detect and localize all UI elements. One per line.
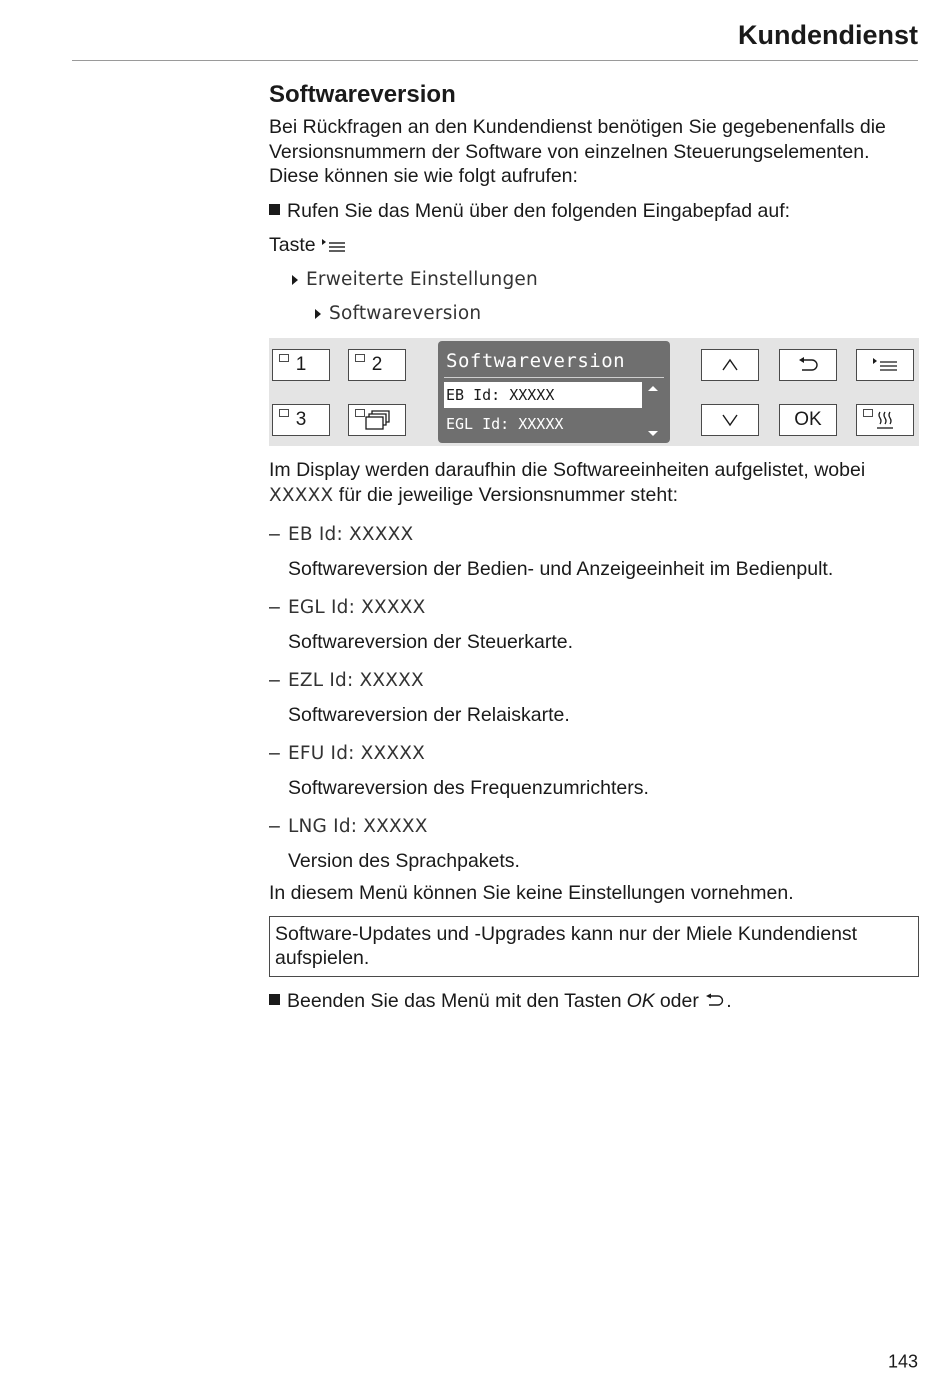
version-description: Softwareversion der Relaiskarte. xyxy=(288,703,570,726)
control-panel-illustration xyxy=(269,338,919,446)
menu-path-level-1 xyxy=(269,268,919,293)
down-key[interactable] xyxy=(701,404,759,436)
final-step-middle: oder xyxy=(659,989,699,1012)
final-step-text xyxy=(287,989,732,1014)
version-id: EGL Id: XXXXX xyxy=(288,597,426,618)
version-list xyxy=(269,522,919,873)
header-title: Kundendienst xyxy=(738,20,918,50)
final-step-before: Beenden Sie das Menü mit den Tasten xyxy=(287,989,622,1012)
version-id: LNG Id: XXXXX xyxy=(288,816,428,837)
led-indicator xyxy=(355,354,365,362)
lcd-title: Softwareversion xyxy=(446,350,626,372)
versions-content xyxy=(269,458,919,1013)
arrow-right-icon xyxy=(292,275,298,285)
version-id: EB Id: XXXXX xyxy=(288,524,414,545)
key-1[interactable] xyxy=(272,349,330,381)
key-label: 3 xyxy=(295,409,307,430)
placeholder-code: XXXXX xyxy=(269,484,334,506)
led-indicator xyxy=(355,409,365,417)
bullet-square-icon xyxy=(269,994,280,1005)
lcd-scrollbar xyxy=(646,382,660,438)
lcd-divider xyxy=(444,377,664,378)
version-description: Version des Sprachpakets. xyxy=(288,849,520,872)
programs-key[interactable] xyxy=(348,404,406,436)
list-item: – EGL Id: XXXXX Softwareversion der Steuerkarte. xyxy=(269,595,919,654)
step-bullet xyxy=(269,199,919,224)
steam-key[interactable] xyxy=(856,404,914,436)
menu-path-item: Erweiterte Einstellungen xyxy=(306,268,538,290)
back-arrow-icon xyxy=(704,993,726,1009)
key-label: 1 xyxy=(295,354,307,375)
no-settings-text: In diesem Menü können Sie keine Einstellungen vornehmen. xyxy=(269,882,794,904)
led-indicator xyxy=(279,354,289,362)
back-key[interactable] xyxy=(779,349,837,381)
version-description: Softwareversion der Steuerkarte. xyxy=(288,630,574,653)
programs-icon xyxy=(363,410,391,430)
list-item: – EFU Id: XXXXX Softwareversion des Frequenzumrichters. xyxy=(269,741,919,800)
version-id: EFU Id: XXXXX xyxy=(288,743,426,764)
menu-path-item: Softwareversion xyxy=(329,303,482,324)
scroll-down-icon xyxy=(648,431,658,436)
steam-icon xyxy=(875,410,895,430)
page-number: 143 xyxy=(887,1351,918,1372)
ok-key[interactable] xyxy=(779,404,837,436)
key-label: 2 xyxy=(371,354,383,375)
back-arrow-icon xyxy=(796,356,820,374)
key-3[interactable] xyxy=(272,404,330,436)
taste-line xyxy=(269,233,919,258)
version-description: Softwareversion der Bedien- und Anzeigeeinheit im Bedienpult. xyxy=(288,557,834,580)
lcd-row-selected: EB Id: XXXXX xyxy=(444,382,642,408)
led-indicator xyxy=(863,409,873,417)
note-box xyxy=(269,916,919,977)
lcd-row: EGL Id: XXXXX xyxy=(446,415,564,433)
arrow-right-icon xyxy=(315,309,321,319)
list-item: – EZL Id: XXXXX Softwareversion der Relaiskarte. xyxy=(269,668,919,727)
bullet-square-icon xyxy=(269,204,280,215)
display-explanation xyxy=(269,458,919,508)
menu-icon xyxy=(321,236,347,254)
scroll-up-icon xyxy=(648,386,658,391)
menu-path-level-2 xyxy=(269,302,919,327)
menu-icon xyxy=(871,356,899,374)
list-item: – EB Id: XXXXX Softwareversion der Bedien- und Anzeigeeinheit im Bedienpult. xyxy=(269,522,919,581)
ok-label: OK xyxy=(626,989,655,1012)
taste-label: Taste xyxy=(269,234,316,256)
header-rule xyxy=(72,60,918,61)
note-text: Software-Updates und -Upgrades kann nur der Miele Kundendienst aufspielen. xyxy=(275,922,858,969)
lcd-display xyxy=(438,341,670,443)
section-title: Softwareversion xyxy=(269,81,456,108)
main-content xyxy=(269,78,919,327)
list-item: – LNG Id: XXXXX Version des Sprachpakets. xyxy=(269,814,919,873)
final-step-end: . xyxy=(726,989,732,1012)
up-arrow-icon xyxy=(721,358,739,372)
key-label: OK xyxy=(794,409,822,430)
key-2[interactable] xyxy=(348,349,406,381)
down-arrow-icon xyxy=(721,413,739,427)
intro-paragraph: Bei Rückfragen an den Kundendienst benötigen Sie gegebenenfalls die Versionsnummern der Software von einzelnen Steuerungselementen. Diese können sie wie folgt aufrufen: xyxy=(269,116,886,187)
version-description: Softwareversion des Frequenzumrichters. xyxy=(288,776,649,799)
led-indicator xyxy=(279,409,289,417)
step-text: Rufen Sie das Menü über den folgenden Eingabepfad auf: xyxy=(287,199,791,222)
display-text-line: Im Display werden daraufhin die Softwareeinheiten aufgelistet, wobei xyxy=(269,459,866,481)
display-text-line: für die jeweilige Versionsnummer steht: xyxy=(338,483,679,506)
menu-key[interactable] xyxy=(856,349,914,381)
final-step-bullet xyxy=(269,989,919,1014)
up-key[interactable] xyxy=(701,349,759,381)
version-id: EZL Id: XXXXX xyxy=(288,670,424,691)
